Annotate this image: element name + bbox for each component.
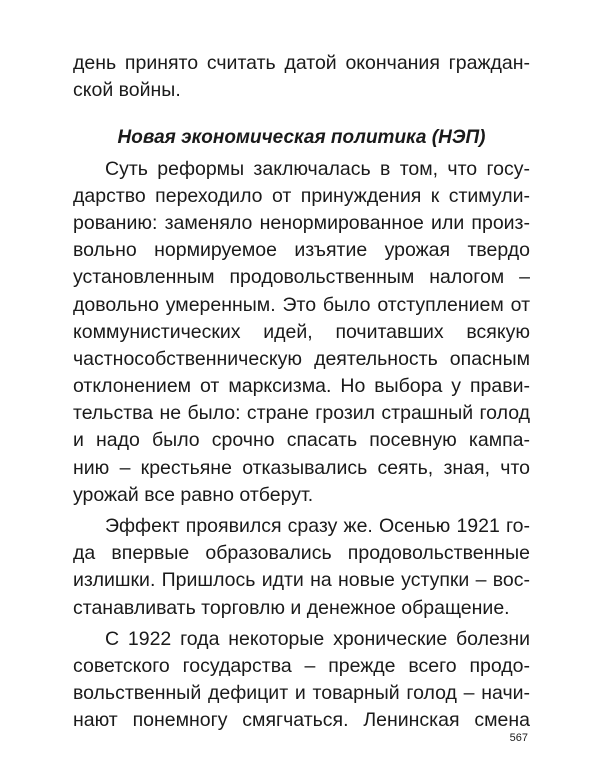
- text-line: коммунистических идей, почитавших всякую: [73, 320, 530, 343]
- page-number: 567: [509, 732, 528, 744]
- paragraph-2: [73, 513, 530, 622]
- text-line: С 1922 года некоторые хронические болезни: [105, 627, 530, 650]
- paragraph-3: [73, 626, 530, 735]
- text-line: частнособственническую деятельность опасным: [73, 347, 530, 370]
- text-line: нают понемногу смягчаться. Ленинская смена: [73, 709, 530, 732]
- text-line: довольно умеренным. Это было отступлением от: [73, 293, 530, 316]
- page-body: [73, 50, 530, 735]
- text-line: тельства не было: стране грозил страшный голод: [73, 402, 530, 425]
- paragraph-1: [73, 156, 530, 509]
- text-line: дарство переходило от принуждения к стимули-: [73, 184, 530, 207]
- text-line: урожай все равно отберут.: [73, 483, 314, 506]
- text-line: нию – крестьяне отказывались сеять, зная, что: [73, 456, 530, 479]
- text-line: станавливать торговлю и денежное обращение.: [73, 596, 510, 619]
- text-line: вольно нормируемое изъятие урожая твердо: [73, 239, 530, 262]
- text-line: день принято считать датой окончания граждан-: [73, 52, 530, 74]
- text-line: Эффект проявился сразу же. Осенью 1921 го-: [105, 515, 530, 537]
- text-line: и надо было срочно спасать посевную кампа-: [73, 429, 530, 452]
- text-line: да впервые образовались продовольственные: [73, 542, 530, 565]
- text-line: излишки. Пришлось идти на новые уступки – вос-: [73, 569, 530, 592]
- text-line: ской войны.: [73, 79, 181, 102]
- text-line: вольственный дефицит и товарный голод – начи-: [73, 682, 530, 705]
- section-heading: Новая экономическая политика (НЭП): [117, 127, 486, 149]
- intro-paragraph: [73, 50, 530, 104]
- text-line: отклонением от марксизма. Но выбора у прави-: [73, 375, 530, 398]
- text-line: Суть реформы заключалась в том, что госу-: [105, 157, 530, 180]
- text-line: установленным продовольственным налогом –: [73, 266, 530, 289]
- text-line: советского государства – прежде всего продо-: [73, 654, 530, 677]
- text-line: рованию: заменяло ненормированное или произ-: [73, 211, 530, 234]
